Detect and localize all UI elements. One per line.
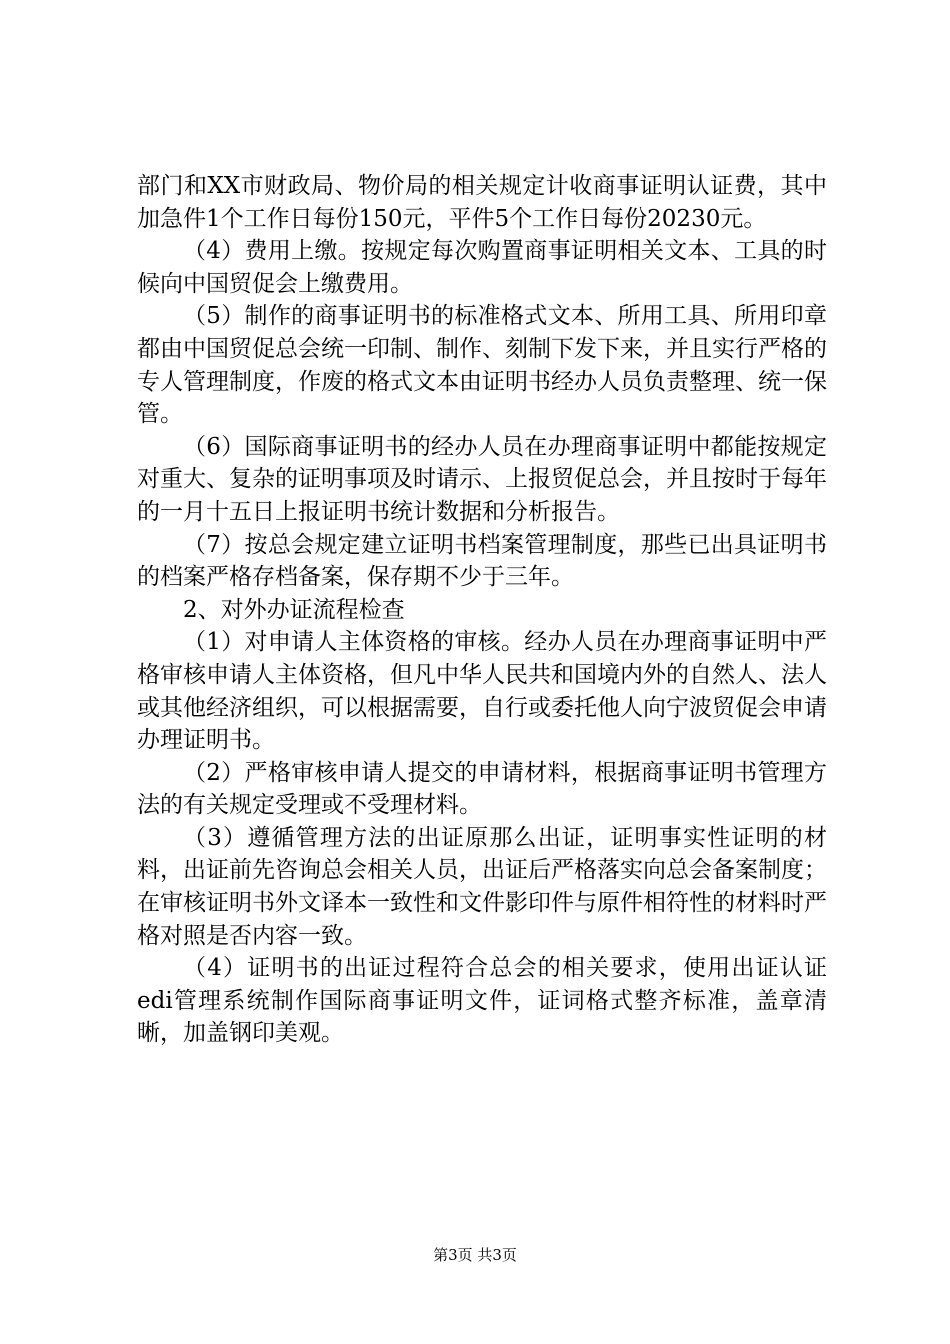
paragraph-9: （3）遵循管理方法的出证原那么出证，证明事实性证明的材料，出证前先咨询总会相关人员，出证后严格落实向总会备案制度；在审核证明书外文译本一致性和文件影印件与原件相符性的材料时严格对照是否内容一致。: [137, 824, 827, 949]
paragraph-7: （1）对申请人主体资格的审核。经办人员在办理商事证明中严格审核申请人主体资格，但凡中华人民共和国境内外的自然人、法人或其他经济组织，可以根据需要，自行或委托他人向宁波贸促会申请办理证明书。: [137, 629, 827, 754]
paragraph-4: （6）国际商事证明书的经办人员在办理商事证明中都能按规定对重大、复杂的证明事项及时请示、上报贸促总会，并且按时于每年的一月十五日上报证明书统计数据和分析报告。: [137, 433, 827, 525]
paragraph-2: （4）费用上缴。按规定每次购置商事证明相关文本、工具的时候向中国贸促会上缴费用。: [137, 238, 827, 297]
document-body: [137, 170, 827, 1050]
page-footer: 第3页 共3页: [433, 1246, 517, 1264]
paragraph-1: 部门和XX市财政局、物价局的相关规定计收商事证明认证费，其中加急件1个工作日每份150元，平件5个工作日每份20230元。: [137, 173, 827, 232]
section-heading: 2、对外办证流程检查: [183, 596, 405, 623]
paragraph-5: （7）按总会规定建立证明书档案管理制度，那些已出具证明书的档案严格存档备案，保存期不少于三年。: [137, 531, 827, 591]
paragraph-8: （2）严格审核申请人提交的申请材料，根据商事证明书管理方法的有关规定受理或不受理材料。: [137, 759, 827, 819]
paragraph-3: （5）制作的商事证明书的标准格式文本、所用工具、所用印章都由中国贸促总会统一印制、制作、刻制下发下来，并且实行严格的专人管理制度，作废的格式文本由证明书经办人员负责整理、统一保管。: [137, 303, 827, 428]
paragraph-10: （4）证明书的出证过程符合总会的相关要求，使用出证认证edi管理系统制作国际商事证明文件，证词格式整齐标准，盖章清晰，加盖钢印美观。: [137, 955, 827, 1047]
